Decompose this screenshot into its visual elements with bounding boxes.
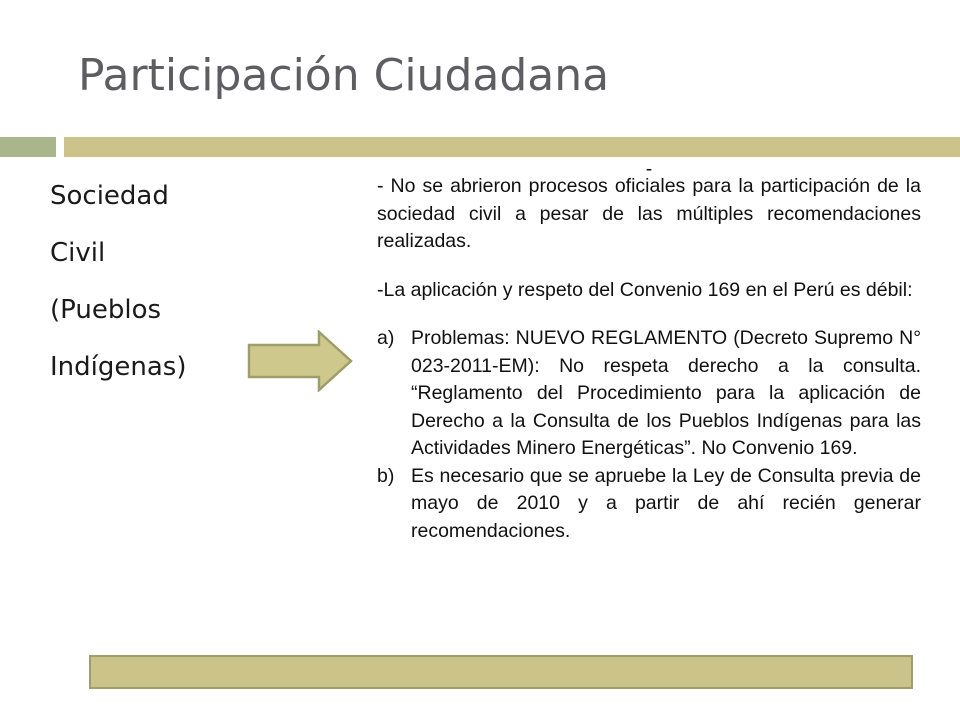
left-label-line: Sociedad (50, 181, 169, 211)
left-label-column (50, 168, 186, 396)
accent-bar-left (0, 137, 56, 157)
body-text (377, 158, 921, 545)
list-marker: b) (377, 464, 395, 487)
right-arrow-icon (247, 330, 355, 392)
list-item (377, 325, 921, 463)
list-item-text: Es necesario que se apruebe la Ley de Consulta previa de mayo de 2010 y a partir de ahí recién generar recomendaciones. (411, 464, 921, 542)
paragraph-1: - No se abrieron procesos oficiales para la participación de la sociedad civil a pesar de las múltiples recomendaciones realizadas. (377, 175, 921, 252)
top-dash: - (645, 158, 653, 180)
accent-bar-right (64, 137, 960, 157)
list-marker: a) (377, 327, 395, 349)
left-label-line: Indígenas) (50, 352, 187, 382)
slide-title: Participación Ciudadana (78, 50, 610, 101)
list-item (377, 463, 921, 546)
footer-bar (89, 655, 913, 689)
left-label-line: (Pueblos (50, 295, 162, 325)
list-item-text: Problemas: NUEVO REGLAMENTO (Decreto Supremo N° 023-2011-EM): No respeta derecho a la consulta. “Reglamento del Procedimiento para la aplicación de Derecho a la Consulta de los Pueblos Indígenas para las Actividades Minero Energéticas”. No Convenio 169. (411, 327, 921, 459)
left-label-line: Civil (50, 238, 106, 268)
paragraph-2: -La aplicación y respeto del Convenio 169 en el Perú es débil: (377, 278, 913, 301)
